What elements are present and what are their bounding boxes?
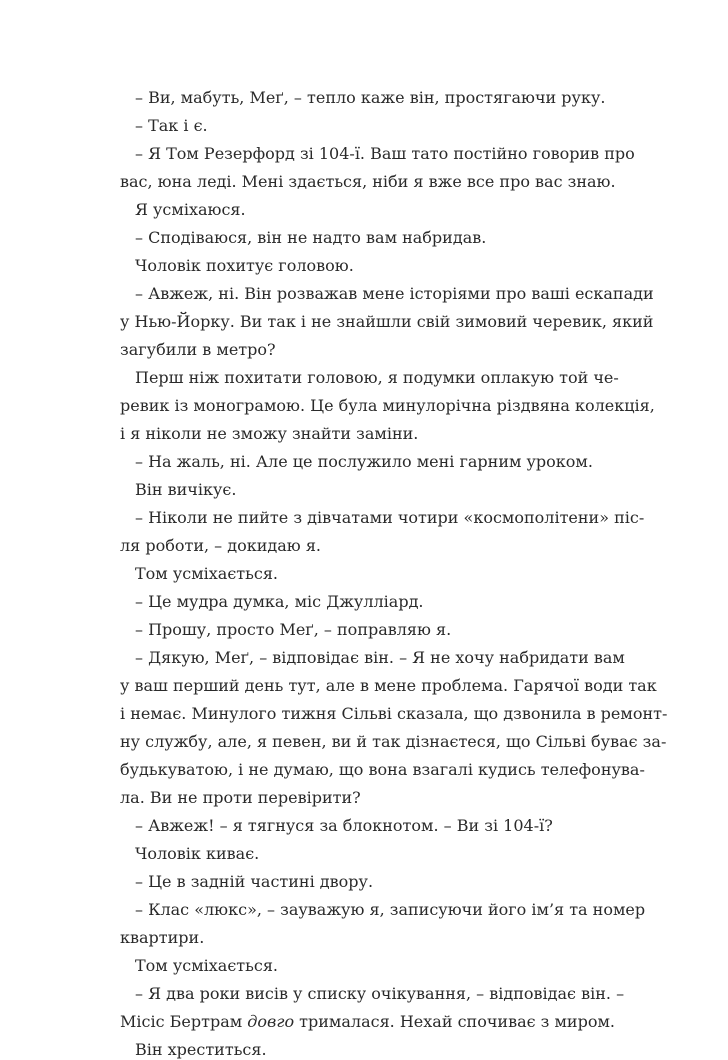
- text-line: ну службу, але, я певен, ви й так дізнаєтеся, що Сільві буває за-: [120, 732, 667, 751]
- text-line: – Дякую, Меґ, – відповідає він. – Я не хочу набридати вам: [135, 648, 625, 667]
- text-line: Чоловік похитує головою.: [135, 256, 354, 275]
- text-line: вас, юна леді. Мені здається, ніби я вже все про вас знаю.: [120, 172, 616, 191]
- text-line: у Нью-Йорку. Ви так і не знайшли свій зимовий черевик, який: [120, 312, 654, 331]
- text-line-mixed: [120, 1012, 615, 1032]
- text-line: ла. Ви не проти перевірити?: [120, 788, 361, 807]
- text-line: квартири.: [120, 928, 205, 947]
- text-line: – Я два роки висів у списку очікування, – відповідає він. –: [135, 984, 625, 1003]
- text-line: Том усміхається.: [135, 564, 278, 583]
- text-line: – Це в задній частині двору.: [135, 872, 374, 891]
- text-line: – Прошу, просто Меґ, – поправляю я.: [135, 620, 452, 639]
- text-line: ревик із монограмою. Це була минулорічна різдвяна колекція,: [120, 396, 655, 415]
- text-line: і немає. Минулого тижня Сільві сказала, що дзвонила в ремонт-: [120, 704, 668, 723]
- text-line: Том усміхається.: [135, 956, 278, 975]
- text-line: – Ніколи не пийте з дівчатами чотири «космополітени» піс-: [135, 508, 645, 527]
- text-line: будькуватою, і не думаю, що вона взагалі кудись телефонува-: [120, 760, 645, 779]
- text-line: у ваш перший день тут, але в мене проблема. Гарячої води так: [120, 676, 657, 695]
- text-line: – На жаль, ні. Але це послужило мені гарним уроком.: [135, 452, 593, 471]
- text-line: – Це мудра думка, міс Джулліард.: [135, 592, 424, 611]
- text-line: – Авжеж! – я тягнуся за блокнотом. – Ви зі 104-ї?: [135, 816, 553, 835]
- text-line: Я усміхаюся.: [135, 200, 246, 219]
- text-line: Він вичікує.: [135, 480, 237, 499]
- text-run: трималася. Нехай спочиває з миром.: [299, 1012, 615, 1031]
- text-line: – Я Том Резерфорд зі 104-ї. Ваш тато постійно говорив про: [135, 144, 635, 163]
- text-line: Перш ніж похитати головою, я подумки оплакую той че-: [135, 368, 619, 387]
- text-line: – Сподіваюся, він не надто вам набридав.: [135, 228, 487, 247]
- text-line: – Ви, мабуть, Меґ, – тепло каже він, простягаючи руку.: [135, 88, 606, 107]
- text-run: Місіс Бертрам: [120, 1012, 243, 1031]
- text-line: – Клас «люкс», – зауважую я, записуючи його ім’я та номер: [135, 900, 646, 919]
- text-line: і я ніколи не зможу знайти заміни.: [120, 424, 419, 443]
- text-line: – Так і є.: [135, 116, 208, 135]
- text-line: Чоловік киває.: [135, 844, 260, 863]
- text-line: – Авжеж, ні. Він розважав мене історіями про ваші ескапади: [135, 284, 654, 303]
- text-line: загубили в метро?: [120, 340, 276, 359]
- italic-word: довго: [247, 1012, 295, 1031]
- text-line: Він хреститься.: [135, 1040, 267, 1059]
- text-line: ля роботи, – докидаю я.: [120, 536, 321, 555]
